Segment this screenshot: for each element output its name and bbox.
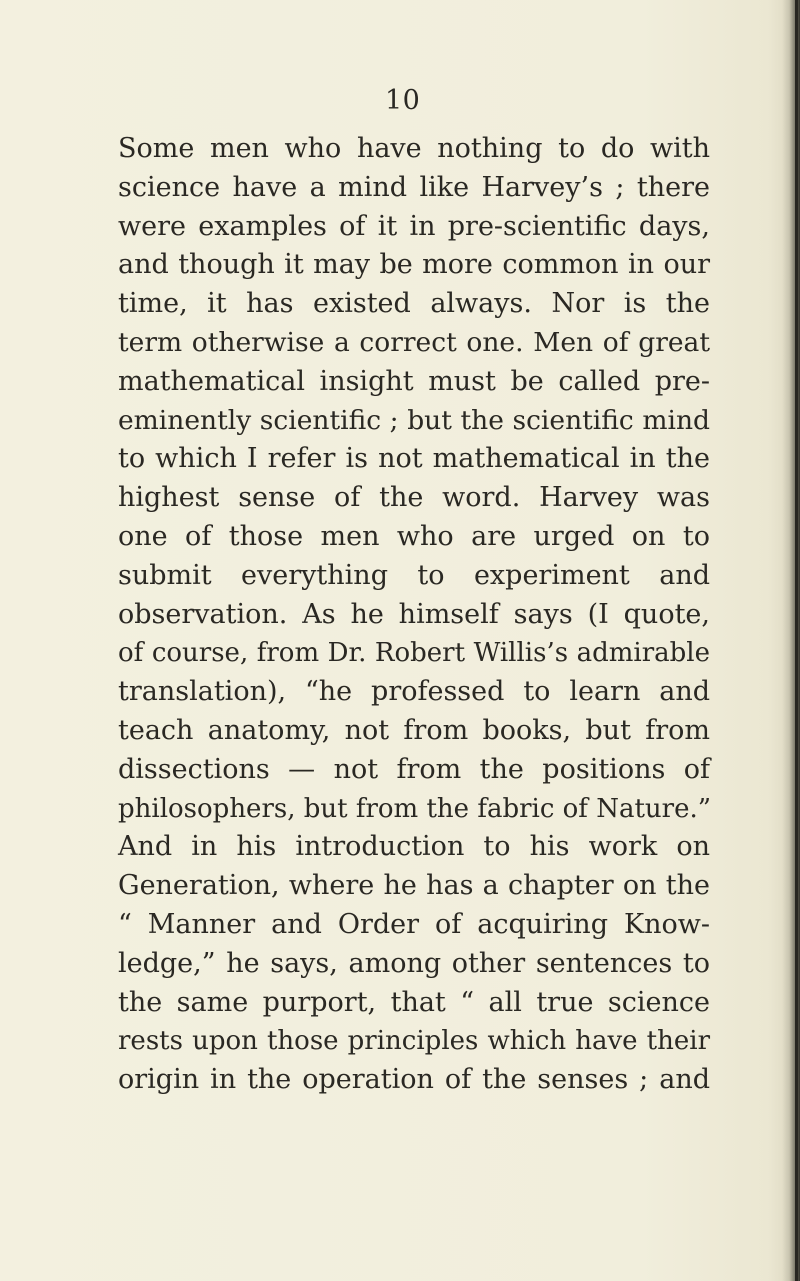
text-line: mathematical insight must be called pre- [118,365,710,397]
text-line: “ Manner and Order of acquiring Know- [118,908,710,940]
text-line: to which I refer is not mathematical in the [118,443,710,475]
text-line: were examples of it in pre-scientific days, [118,210,710,242]
text-line: origin in the operation of the senses ; and [118,1064,710,1096]
text-line: term otherwise a correct one. Men of great [118,326,710,358]
text-line: one of those men who are urged on to [118,520,710,552]
text-line: time, it has existed always. Nor is the [118,288,710,320]
text-line: dissections — not from the positions of [118,753,710,785]
text-line: And in his introduction to his work on [118,831,710,863]
body-text [118,130,710,1100]
text-line: teach anatomy, not from books, but from [118,714,710,746]
text-line: Generation, where he has a chapter on the [118,870,710,902]
page-edge-line [795,0,798,1281]
page-number: 10 [385,85,421,116]
text-line: observation. As he himself says (I quote, [118,598,710,630]
text-line: highest sense of the word. Harvey was [118,482,710,514]
text-line: the same purport, that “ all true science [118,986,710,1018]
text-line: submit everything to experiment and [118,559,710,591]
text-line: of course, from Dr. Robert Willis’s admirable [118,638,710,669]
text-line: philosophers, but from the fabric of Nature.” [118,793,712,824]
text-line: science have a mind like Harvey’s ; there [118,171,710,203]
text-line: ledge,” he says, among other sentences to [118,947,710,979]
text-line: translation), “he professed to learn and [118,676,710,708]
text-line: rests upon those principles which have their [118,1026,710,1057]
text-line: Some men who have nothing to do with [118,133,710,164]
text-line: eminently scientific ; but the scientific mind [118,404,710,436]
text-line: and though it may be more common in our [118,249,710,281]
